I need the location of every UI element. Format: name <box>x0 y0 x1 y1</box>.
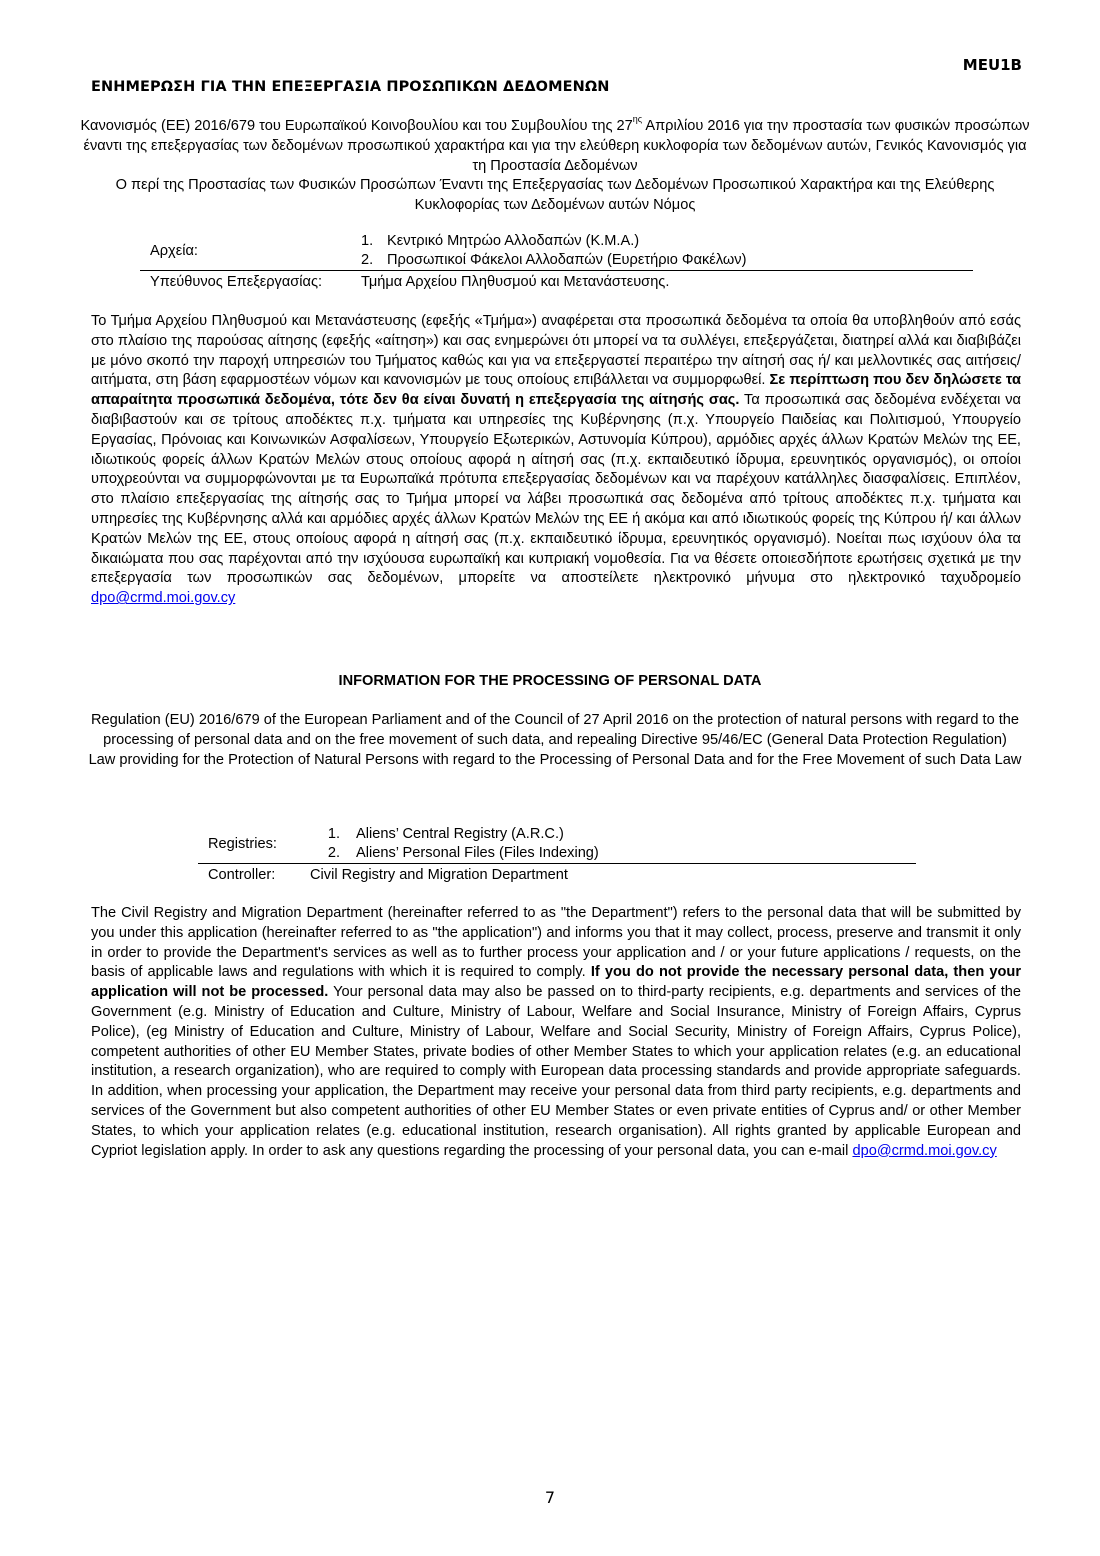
english-registry-item: 1. Aliens’ Central Registry (A.R.C.) <box>327 826 564 842</box>
greek-registries-table <box>140 232 973 292</box>
page-number: 7 <box>544 1488 556 1507</box>
greek-body-paragraph: Το Τμήμα Αρχείου Πληθυσμού και Μετανάστευσης (εφεξής «Τμήμα») αναφέρεται στα προσωπικά δεδομένα τα οποία θα υποβληθούν από εσάς στο πλαίσιο της παρούσας αίτησης (εφεξής «αίτηση») και σας ενημερώνει ότι μπορεί να τα συλλέγει, επεξεργάζεται, διατηρεί αλλά και διαβιβάζει με μόνο σκοπό την παροχή υπηρεσιών του Τμήματος καθώς και για να επεξεργαστεί περαιτέρω την αίτησή σας ή/ και μελλοντικές σας αιτήσεις/ αιτήματα, στη βάση εφαρμοστέων νόμων και κανονισμών με τους οποίους επιβάλλεται να συμμορφωθεί. Σε περίπτωση που δεν δηλώσετε τα απαραίτητα προσωπικά δεδομένα, τότε δεν θα είναι δυνατή η επεξεργασία της αίτησής σας. Τα προσωπικά σας δεδομένα ενδέχεται να διαβιβαστούν και σε τρίτους αποδέκτες π.χ. τμήματα και υπηρεσίες της Κυβέρνησης (π.χ. Υπουργείο Παιδείας και Πολιτισμού, Υπουργείο Εργασίας, Πρόνοιας και Κοινωνικών Ασφαλίσεων, Υπουργείο Εξωτερικών, Αστυνομία Κύπρου), αρμόδιες αρχές άλλων Κρατών Μελών της ΕΕ, ιδιωτικούς φορείς άλλων Κρατών Μελών στους οποίους αφορά η αίτησή σας (π.χ. εκπαιδευτικό ίδρυμα, ερευνητικός οργανισμός), οι οποίοι υποχρεούνται να συμμορφώνονται με τα Ευρωπαϊκά πρότυπα επεξεργασίας δεδομένων και να παρέχουν κατάλληλες διασφαλίσεις. Επιπλέον, στο πλαίσιο επεξεργασίας της αίτησής σας το Τμήμα μπορεί να λάβει προσωπικά σας δεδομένα από τρίτους αποδέκτες π.χ. τμήματα και υπηρεσίες της Κυβέρνησης αλλά και αρμόδιες αρχές άλλων Κρατών Μελών της ΕΕ ή ακόμα και από ιδιωτικούς φορείς της Κύπρου ή/ και άλλων Κρατών Μελών της ΕΕ, στους οποίους αφορά η αίτησή σας (π.χ. εκπαιδευτικό ίδρυμα, ερευνητικός οργανισμό). Νοείται πως ισχύουν όλα τα δικαιώματα που σας παρέχονται από την ισχύουσα ευρωπαϊκή και κυπριακή νομοθεσία. Για να θέσετε οποιεσδήποτε ερωτήσεις σχετικά με την επεξεργασία των προσωπικών σας δεδομένων, μπορείτε να αποστείλετε ηλεκτρονικό μήνυμα στο ηλεκτρονικό ταχυδρομείο dpo@crmd.moi.gov.cy <box>91 313 1022 607</box>
greek-bold-notice: Σε περίπτωση που δεν δηλώσετε τα απαραίτητα προσωπικά δεδομένα, τότε δεν θα είναι δυνατή η επεξεργασία της αίτησής σας. <box>91 372 1022 409</box>
greek-registries-label: Αρχεία: <box>140 232 361 271</box>
english-regulation-text: Regulation (EU) 2016/679 of the European Parliament and of the Council of 27 April 2016 on the protection of natural persons with regard to the processing of personal data and on the free movement of such data, and repealing Directive 95/46/EC (General Data Protection Regulation) <box>90 712 1020 748</box>
english-law-text: Law providing for the Protection of Natural Persons with regard to the Processing of Personal Data and for the Free Movement of such Data Law <box>88 751 1022 768</box>
english-controller-value: Civil Registry and Migration Department <box>310 867 568 883</box>
english-controller-label: Controller: <box>208 867 276 883</box>
greek-registry-item: 2. Προσωπικοί Φάκελοι Αλλοδαπών (Ευρετήριο Φακέλων) <box>361 252 747 268</box>
greek-regulation-text: Κανονισμός (ΕΕ) 2016/679 του Ευρωπαϊκού Κοινοβουλίου και του Συμβουλίου της $27^{\eta\varsigma}$ Απριλίου 2016 για την προστασία των φυσικών προσώπων έναντι της επεξεργασίας των δεδομένων προσωπικού χαρακτήρα και για την ελεύθερη κυκλοφορία των δεδομένων αυτών, Γενικός Κανονισμός για τη Προστασία Δεδομένων <box>80 114 1030 174</box>
greek-controller-value: Τμήμα Αρχείου Πληθυσμού και Μετανάστευσης. <box>361 274 670 290</box>
greek-heading: ΕΝΗΜΕΡΩΣΗ ΓΙΑ ΤΗΝ ΕΠΕΞΕΡΓΑΣΙΑ ΠΡΟΣΩΠΙΚΩΝ ΔΕΔΟΜΕΝΩΝ <box>91 79 610 95</box>
english-registry-item: 2. Aliens’ Personal Files (Files Indexing) <box>327 845 599 861</box>
english-body-paragraph: The Civil Registry and Migration Department (hereinafter referred to as "the Department") refers to the personal data that will be submitted by you under this application (hereinafter referred to as "the application") and informs you that it may collect, process, preserve and transmit it only in order to provide the Department's services as well as to further process your application and / or your future applications / requests, on the basis of applicable laws and regulations with which it is required to comply. If you do not provide the necessary personal data, then your application will not be processed. Your personal data may also be passed on to third-party recipients, e.g. departments and services of the Government (e.g. Ministry of Education and Culture, Ministry of Labour, Welfare and Social Insurance, Ministry of Foreign Affairs, Cyprus Police), (eg Ministry of Education and Culture, Ministry of Labour, Welfare and Social Security, Ministry of Foreign Affairs, Cyprus Police), competent authorities of other EU Member States, private bodies of other Member States to which your application relates (e.g. an educational institution, a research organization), who are required to comply with European data processing standards and provide appropriate safeguards. In addition, when processing your application, the Department may receive your personal data from third party recipients, e.g. departments and services of the Government but also competent authorities of other EU Member States or even private entities of Cyprus and/ or other Member States, to which your application relates (e.g. educational institution, research organisation). All rights granted by applicable European and Cypriot legislation apply. In order to ask any questions regarding the processing of your personal data, you can e-mail dpo@crmd.moi.gov.cy <box>91 905 1022 1159</box>
english-bold-notice: If you do not provide the necessary personal data, then your application will not be processed. <box>91 964 1022 1001</box>
greek-registry-item: 1. Κεντρικό Μητρώο Αλλοδαπών (Κ.Μ.Α.) <box>361 233 640 249</box>
english-intro <box>80 711 1030 770</box>
english-email-link[interactable]: dpo@crmd.moi.gov.cy <box>852 1142 997 1159</box>
greek-intro <box>80 114 1030 216</box>
greek-controller-label: Υπεύθυνος Επεξεργασίας: <box>150 274 323 290</box>
greek-email-link[interactable]: dpo@crmd.moi.gov.cy <box>91 590 236 607</box>
ordinal-suffix: ης <box>632 114 643 124</box>
form-code: MEU1B <box>962 56 1022 74</box>
english-heading: INFORMATION FOR THE PROCESSING OF PERSONAL DATA <box>338 673 762 689</box>
english-registries-table <box>198 825 916 885</box>
greek-law-text: Ο περί της Προστασίας των Φυσικών Προσώπων Έναντι της Επεξεργασίας των Δεδομένων Προσωπικού Χαρακτήρα και της Ελεύθερης Κυκλοφορίας των Δεδομένων αυτών Νόμος <box>115 177 995 214</box>
english-registries-label: Registries: <box>198 825 310 864</box>
